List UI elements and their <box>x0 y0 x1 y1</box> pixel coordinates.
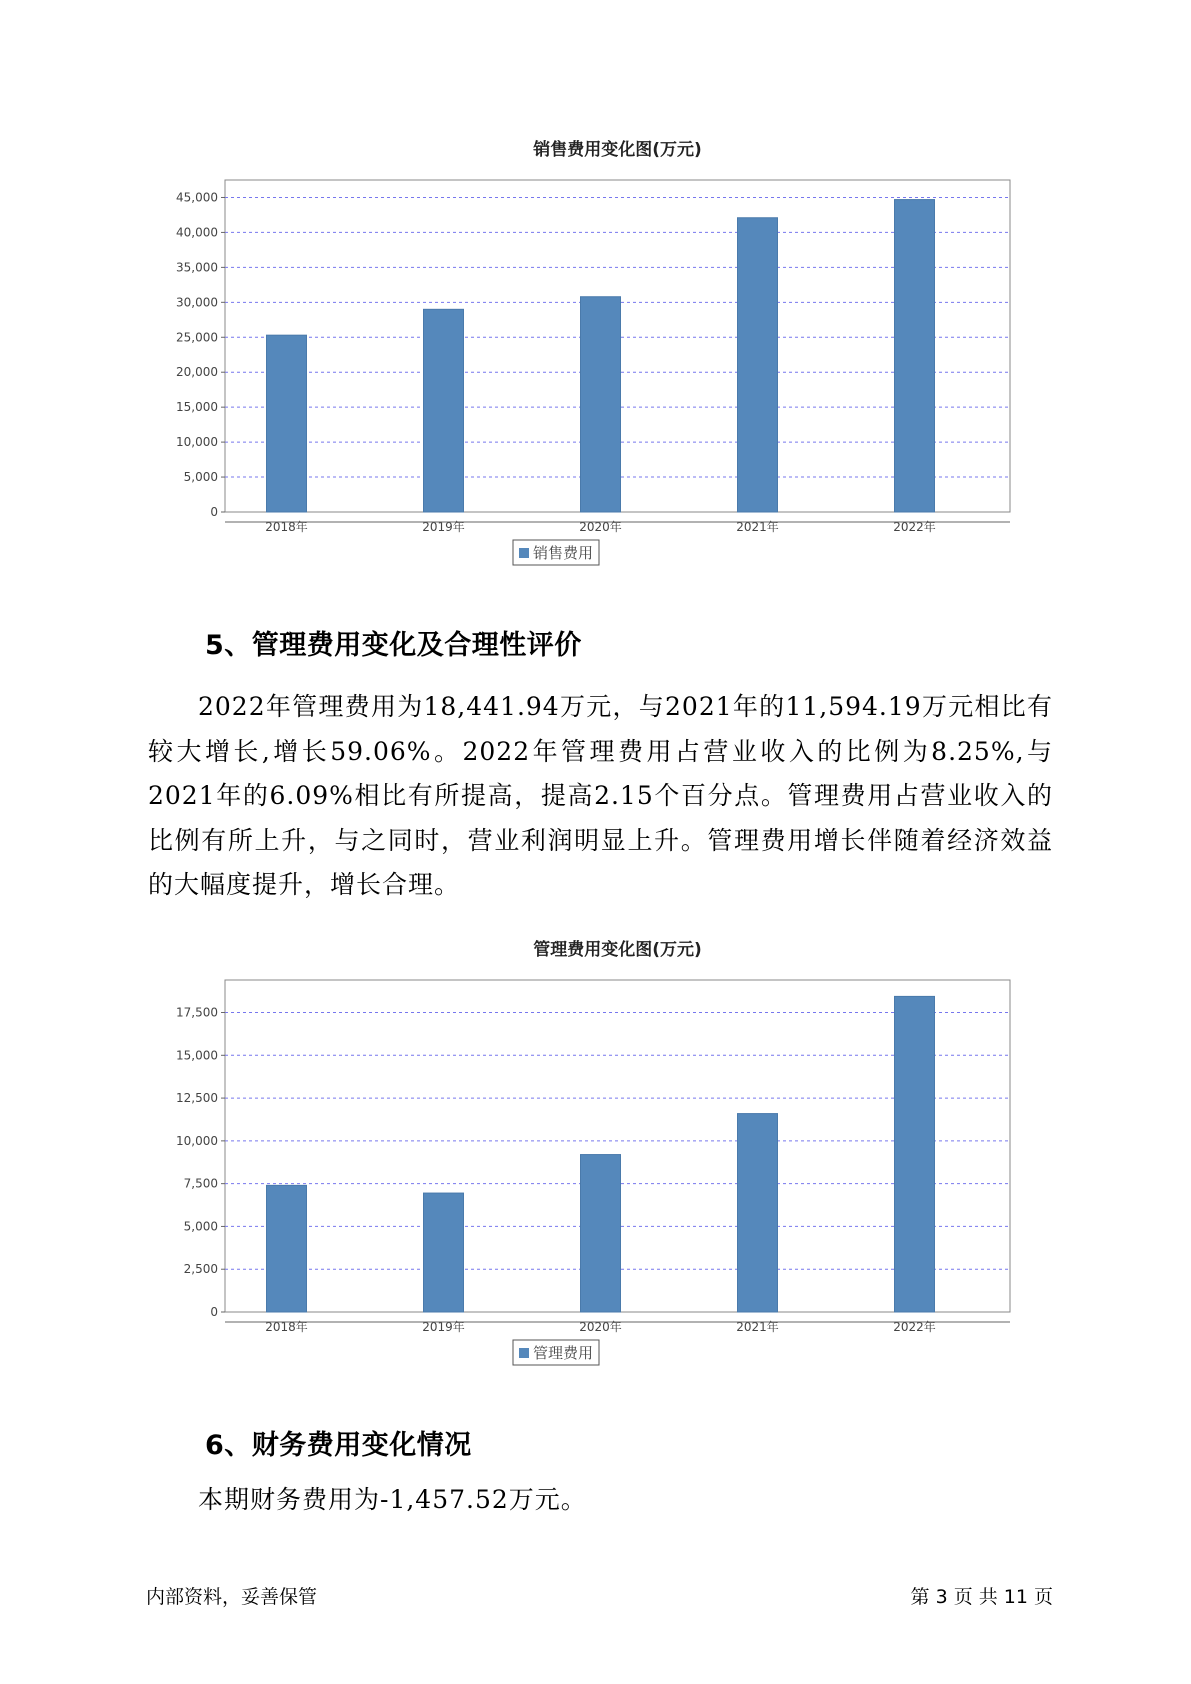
admin-expense-chart <box>140 935 1040 1390</box>
bar-2022年 <box>895 996 935 1312</box>
legend-swatch <box>519 1348 529 1358</box>
y-tick-label: 12,500 <box>176 1091 218 1106</box>
sales-expense-chart <box>140 135 1040 590</box>
y-tick-label: 17,500 <box>176 1005 218 1020</box>
y-tick-label: 15,000 <box>176 1048 218 1063</box>
y-tick-label: 2,500 <box>183 1262 218 1277</box>
y-tick-label: 40,000 <box>176 225 218 240</box>
legend-swatch <box>519 548 529 558</box>
y-tick-label: 45,000 <box>176 190 218 205</box>
x-tick-label: 2022年 <box>893 1320 936 1334</box>
section6-heading: 6、财务费用变化情况 <box>205 1430 472 1461</box>
admin-expense-chart-svg <box>140 935 1040 1390</box>
x-tick-label: 2021年 <box>736 520 779 534</box>
x-tick-label: 2019年 <box>422 520 465 534</box>
y-tick-label: 30,000 <box>176 295 218 310</box>
bar-2020年 <box>581 297 621 512</box>
sales-expense-chart-svg <box>140 135 1040 590</box>
bar-2021年 <box>738 1114 778 1312</box>
footer-confidential: 内部资料，妥善保管 <box>146 1586 318 1608</box>
legend-label: 销售费用 <box>533 544 594 562</box>
y-tick-label: 5,000 <box>183 470 218 485</box>
y-tick-label: 0 <box>210 1305 218 1319</box>
bar-2022年 <box>895 200 935 512</box>
section5-paragraph: 2022年管理费用为18,441.94万元，与2021年的11,594.19万元相比有较大增长,增长59.06%。2022年管理费用占营业收入的比例为8.25%,与2021年的6.09%相比有所提高，提高2.15个百分点。管理费用占营业收入的比例有所上升，与之同时，营业利润明显上升。管理费用增长伴随着经济效益的大幅度提升，增长合理。 <box>148 692 1053 899</box>
y-tick-label: 7,500 <box>183 1176 218 1191</box>
y-tick-label: 10,000 <box>176 435 218 450</box>
y-tick-label: 25,000 <box>176 330 218 345</box>
section6-paragraph: 本期财务费用为-1,457.52万元。 <box>198 1485 587 1514</box>
x-tick-label: 2019年 <box>422 1320 465 1334</box>
bar-2019年 <box>424 309 464 512</box>
y-tick-label: 15,000 <box>176 400 218 415</box>
y-tick-label: 5,000 <box>183 1219 218 1234</box>
chart-title: 管理费用变化图(万元) <box>533 940 702 960</box>
section5-heading: 5、管理费用变化及合理性评价 <box>205 630 582 661</box>
legend-label: 管理费用 <box>533 1344 594 1362</box>
bar-2021年 <box>738 218 778 512</box>
x-tick-label: 2020年 <box>579 520 622 534</box>
bar-2020年 <box>581 1155 621 1312</box>
y-tick-label: 10,000 <box>176 1133 218 1148</box>
chart-title: 销售费用变化图(万元) <box>533 140 702 160</box>
y-tick-label: 20,000 <box>176 365 218 380</box>
x-tick-label: 2020年 <box>579 1320 622 1334</box>
x-tick-label: 2022年 <box>893 520 936 534</box>
footer-page-number: 第 3 页 共 11 页 <box>910 1586 1053 1608</box>
y-tick-label: 35,000 <box>176 260 218 275</box>
x-tick-label: 2018年 <box>265 520 308 534</box>
x-tick-label: 2021年 <box>736 1320 779 1334</box>
bar-2019年 <box>424 1193 464 1312</box>
bar-2018年 <box>267 1185 307 1312</box>
bar-2018年 <box>267 335 307 512</box>
x-tick-label: 2018年 <box>265 1320 308 1334</box>
y-tick-label: 0 <box>210 505 218 519</box>
